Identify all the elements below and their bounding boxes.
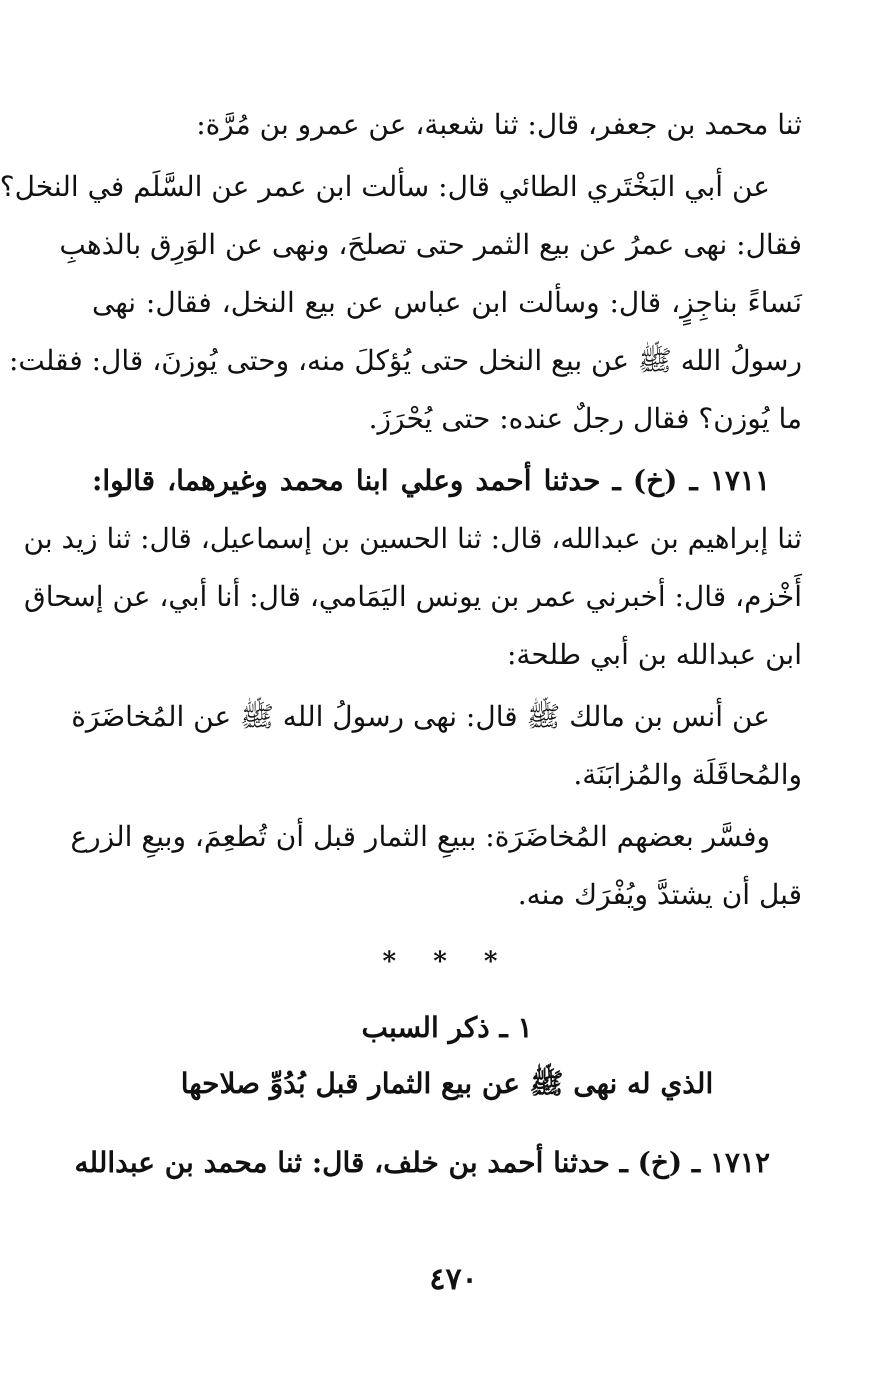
section-subheading: الذي له نهى ﷺ عن بيع الثمار قبل بُدُوِّ صلاحها: [180, 1067, 714, 1100]
section-separator: * * *: [382, 947, 512, 977]
text-line: رسولُ الله ﷺ عن بيع النخل حتى يُؤكلَ منه، وحتى يُوزنَ، قال: فقلت:: [8, 344, 802, 377]
hadith-number-line: ١٧١١ ـ (خ) ـ حدثنا أحمد وعلي ابنا محمد وغيرهما، قالوا:: [92, 464, 770, 497]
hadith-number-line: ١٧١٢ ـ (خ) ـ حدثنا أحمد بن خلف، قال: ثنا محمد بن عبدالله: [74, 1146, 770, 1179]
section-heading: ١ ـ ذكر السبب: [361, 1011, 533, 1044]
text-line: والمُحاقَلَة والمُزابَنَة.: [573, 758, 802, 791]
text-line: وفسَّر بعضهم المُخاضَرَة: ببيعِ الثمار قبل أن تُطعِمَ، وبيعِ الزرع: [70, 820, 770, 853]
text-line: ثنا محمد بن جعفر، قال: ثنا شعبة، عن عمرو بن مُرَّة:: [196, 108, 802, 141]
page-body: [0, 96, 802, 1192]
text-line: عن أنس بن مالك ﷺ قال: نهى رسولُ الله ﷺ عن المُخاضَرَة: [71, 700, 770, 733]
text-line: ابن عبدالله بن أبي طلحة:: [506, 638, 802, 671]
text-line: أَخْزم، قال: أخبرني عمر بن يونس اليَمَامي، قال: أنا أبي، عن إسحاق: [23, 580, 802, 613]
text-line: ثنا إبراهيم بن عبدالله، قال: ثنا الحسين بن إسماعيل، قال: ثنا زيد بن: [23, 522, 802, 555]
text-line: عن أبي البَخْتَري الطائي قال: سألت ابن عمر عن السَّلَم في النخل؟: [0, 170, 770, 203]
text-line: فقال: نهى عمرُ عن بيع الثمر حتى تصلحَ، ونهى عن الوَرِق بالذهبِ: [59, 228, 802, 261]
text-line: قبل أن يشتدَّ ويُفْرَك منه.: [517, 878, 802, 911]
text-line: نَساءً بناجِزٍ، قال: وسألت ابن عباس عن بيع النخل، فقال: نهى: [92, 286, 802, 319]
text-line: ما يُوزن؟ فقال رجلٌ عنده: حتى يُحْرَزَ.: [368, 402, 802, 435]
page-number: ٤٧٠: [429, 1262, 478, 1297]
